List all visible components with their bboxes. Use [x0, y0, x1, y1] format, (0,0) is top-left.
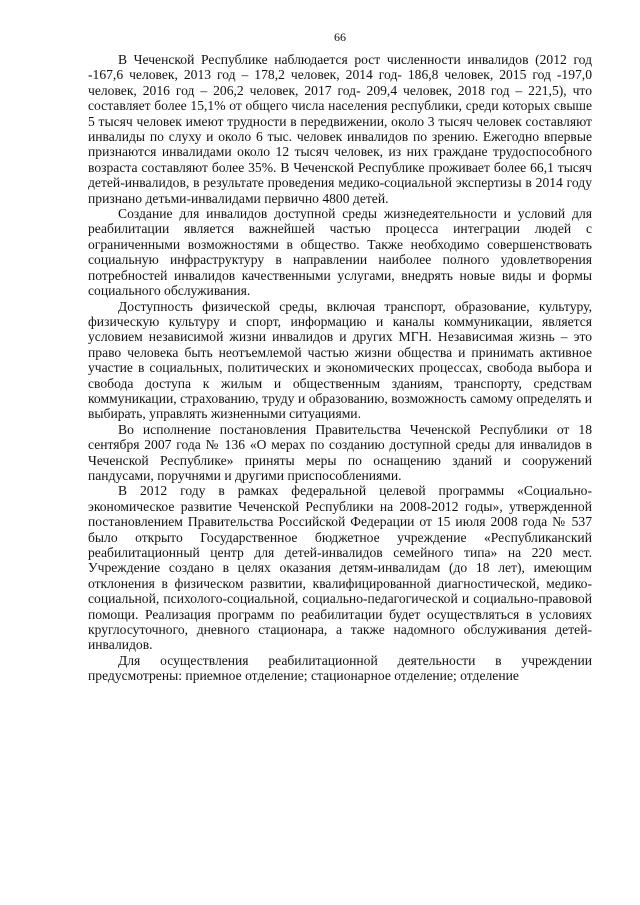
paragraph-rehabilitation-departments: Для осуществления реабилитационной деятельности в учреждении предусмотрены: приемное отделение; стационарное отделение; отделение — [88, 652, 592, 684]
paragraph-disability-statistics: В Чеченской Республике наблюдается рост численности инвалидов (2012 год -167,6 человек, 2013 год – 178,2 человек, 2014 год- 186,8 человек, 2015 год -197,0 человек, 2016 год – 206,2 человек, 2017 год- 209,4 человек, 2018 год – 221,5), что составляет более 15,1% от общего числа населения республики, среди которых свыше 5 тысяч человек имеют трудности в передвижении, около 3 тысяч человек составляют инвалиды по слуху и около 6 тыс. человек инвалидов по зрению. Ежегодно впервые признаются инвалидами около 12 тысяч человек, из них граждане трудоспособного возраста составляют более 35%. В Чеченской Республике проживает более 66,1 тысяч детей-инвалидов, в результате проведения медико-социальной экспертизы в 2014 году признано детьми-инвалидами первично 4800 детей. — [88, 52, 592, 206]
paragraph-rehabilitation-center: В 2012 году в рамках федеральной целевой программы «Социально-экономическое развитие Чеченской Республики на 2008-2012 годы», утвержденной постановлением Правительства Российской Федерации от 15 июля 2008 года № 537 было открыто Государственное бюджетное учреждение «Республиканский реабилитационный центр для детей-инвалидов семейного типа» на 220 мест. Учреждение создано в целях оказания детям-инвалидам (до 18 лет), имеющим отклонения в физическом развитии, квалифицированной диагностической, медико-социальной, психолого-социальной, социально-педагогической и социально-правовой помощи. Реализация программ по реабилитации будет осуществляться в условиях круглосуточного, дневного стационара, а также надомного обслуживания детей-инвалидов. — [88, 483, 592, 653]
paragraph-government-resolution: Во исполнение постановления Правительства Чеченской Республики от 18 сентября 2007 года № 136 «О мерах по созданию доступной среды для инвалидов в Чеченской Республике» приняты меры по оснащению зданий и сооружений пандусами, поручнями и другими приспособлениями. — [88, 421, 592, 483]
page-number: 66 — [334, 30, 346, 44]
paragraph-physical-accessibility: Доступность физической среды, включая транспорт, образование, культуру, физическую культуру и спорт, информацию и каналы коммуникации, является условием независимой жизни инвалидов и других МГН. Независимая жизнь – это право человека быть неотъемлемой частью жизни общества и принимать активное участие в социальных, политических и экономических процессах, свобода выбора и свобода доступа к жилым и общественным зданиям, транспорту, средствам коммуникации, страхованию, труду и образованию, возможность самому определять и выбирать, управлять жизненными ситуациями. — [88, 298, 592, 422]
paragraph-accessible-environment: Создание для инвалидов доступной среды жизнедеятельности и условий для реабилитации является важнейшей частью процесса интеграции людей с ограниченными возможностями в общество. Также необходимо совершенствовать социальную инфраструктуру в направлении наиболее полного удовлетворения потребностей инвалидов качественными услугами, внедрять новые виды и формы социального обслуживания. — [88, 206, 592, 299]
document-body — [88, 52, 592, 684]
